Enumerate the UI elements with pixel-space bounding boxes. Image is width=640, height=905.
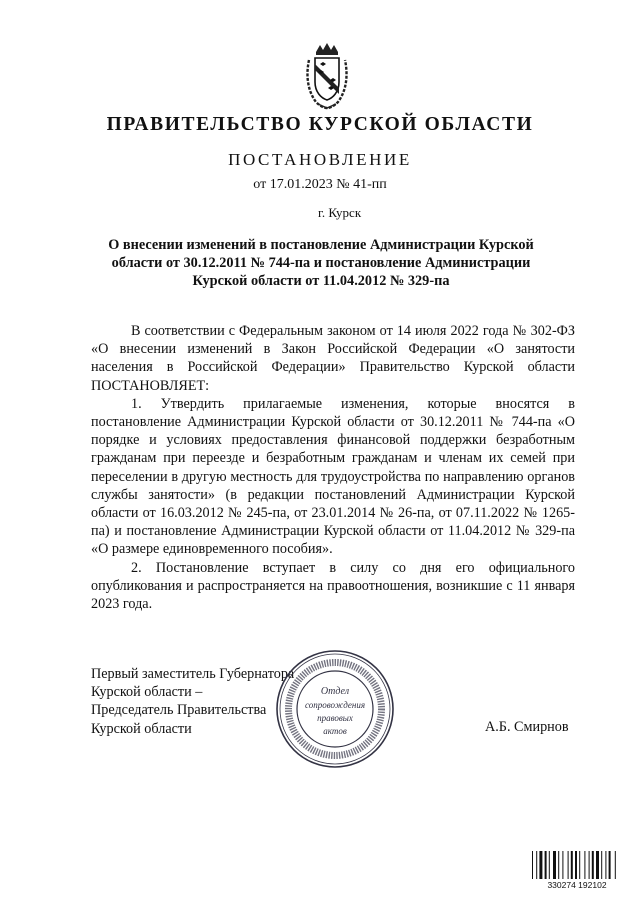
stamp-line-1: Отдел bbox=[320, 686, 350, 697]
barcode-number: 330274 192102 bbox=[547, 880, 607, 890]
coat-of-arms-emblem-icon bbox=[304, 42, 350, 110]
official-stamp-seal bbox=[274, 648, 396, 770]
document-type: ПОСТАНОВЛЕНИЕ bbox=[228, 150, 412, 169]
signatory-name: А.Б. Смирнов bbox=[485, 719, 569, 735]
signature-block bbox=[91, 665, 294, 738]
stamp-line-3: правовых bbox=[317, 713, 353, 723]
document-city: г. Курск bbox=[318, 205, 362, 220]
document-date-number: от 17.01.2023 № 41-пп bbox=[253, 177, 387, 192]
stamp-line-2: сопровождения bbox=[304, 700, 366, 710]
preamble-paragraph: В соответствии с Федеральным законом от 14 июля 2022 года № 302-ФЗ «О внесении изменений в Закон Российской Федерации «О занятости населения в Российской Федерации» Правительство Курской области ПОСТАНОВЛЯЕТ: bbox=[91, 323, 575, 394]
signatory-title-line-3: Председатель Правительства bbox=[91, 702, 267, 719]
signatory-title-line-2: Курской области – bbox=[91, 684, 203, 701]
item-1-paragraph: 1. Утвердить прилагаемые изменения, которые вносятся в постановление Администрации Курской области от 30.12.2011 № 744-па «О порядке и условиях предоставления финансовой поддержки безработным гражданам при переезде и безработным гражданам и членам их семей при переселении в другую местность для трудоустройства по направлению органов службы занятости» (в редакции постановлений Администрации Курской области от 16.03.2012 № 245-па, от 23.01.2014 № 26-па, от 07.11.2022 № 1265-па) и постановление Администрации Курской области от 11.04.2012 № 329-па «О размере единовременного пособия». bbox=[91, 395, 575, 558]
stamp-line-4: актов bbox=[323, 726, 347, 736]
signatory-title-line-4: Курской области bbox=[91, 720, 192, 737]
document-body bbox=[91, 322, 575, 613]
government-title: ПРАВИТЕЛЬСТВО КУРСКОЙ ОБЛАСТИ bbox=[106, 114, 534, 135]
signatory-title-line-1: Первый заместитель Губернатора bbox=[91, 666, 295, 682]
document-subject: О внесении изменений в постановление Администрации Курской области от 30.12.2011 № 744-па и постановление Администрации Курской области от 11.04.2012 № 329-па bbox=[108, 237, 534, 289]
item-2-paragraph: 2. Постановление вступает в силу со дня его официального опубликования и распространяется на правоотношения, возникшие с 11 января 2023 года. bbox=[91, 559, 575, 613]
document-barcode bbox=[530, 850, 624, 890]
